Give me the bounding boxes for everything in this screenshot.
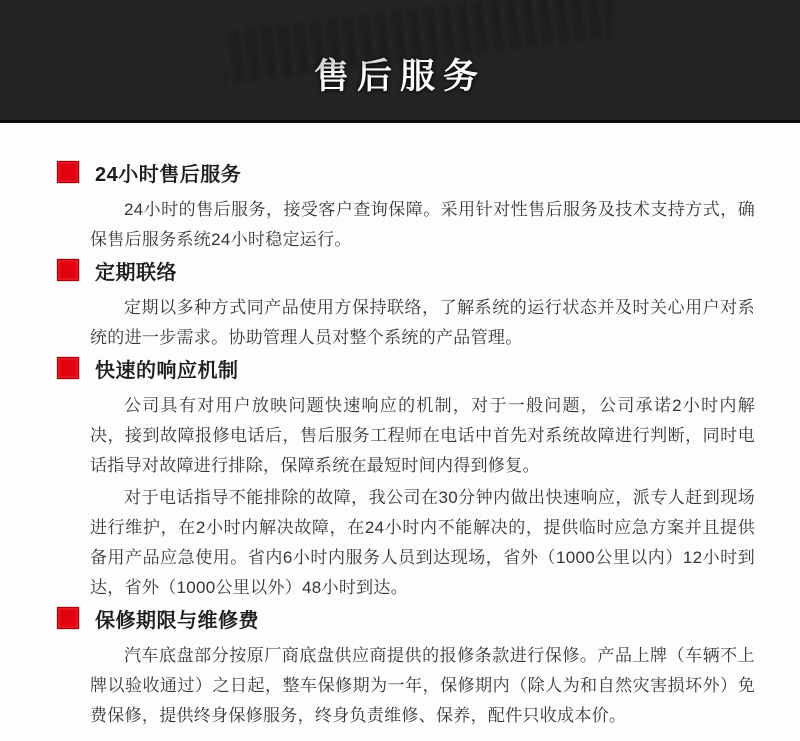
section-header bbox=[57, 355, 755, 381]
section-warranty bbox=[57, 605, 755, 731]
section-fast-response bbox=[57, 355, 755, 603]
red-square-bullet-icon bbox=[57, 607, 79, 629]
section-heading: 定期联络 bbox=[95, 261, 177, 284]
section-heading: 快速的响应机制 bbox=[95, 359, 239, 382]
section-header bbox=[57, 605, 755, 631]
section-24h-service bbox=[57, 159, 755, 255]
banner bbox=[0, 0, 800, 123]
section-header bbox=[57, 159, 755, 185]
page-title: 售后服务 bbox=[313, 57, 486, 96]
section-paragraph: 24小时的售后服务，接受客户查询保障。采用针对性售后服务及技术支持方式，确保售后服务系统24小时稳定运行。 bbox=[90, 200, 755, 249]
red-square-bullet-icon bbox=[57, 357, 79, 379]
section-header bbox=[57, 257, 755, 283]
section-paragraph: 汽车底盘部分按原厂商底盘供应商提供的报修条款进行保修。产品上牌（车辆不上牌以验收通过）之日起，整车保修期为一年，保修期内（除人为和自然灾害损坏外）免费保修，提供终身保修服务，终身负责维修、保养，配件只收成本价。 bbox=[90, 646, 755, 725]
section-paragraph: 对于电话指导不能排除的故障，我公司在30分钟内做出快速响应，派专人赶到现场进行维护，在2小时内解决故障，在24小时内不能解决的，提供临时应急方案并且提供备用产品应急使用。省内6小时内服务人员到达现场，省外（1000公里以内）12小时到达，省外（1000公里以外）48小时到达。 bbox=[90, 488, 755, 597]
section-heading: 保修期限与维修费 bbox=[95, 609, 259, 632]
section-paragraph: 公司具有对用户放映问题快速响应的机制，对于一般问题，公司承诺2小时内解决，接到故障报修电话后，售后服务工程师在电话中首先对系统故障进行判断，同时电话指导对故障进行排除，保障系统在最短时间内得到修复。 bbox=[90, 396, 755, 475]
section-paragraph: 定期以多种方式同产品使用方保持联络，了解系统的运行状态并及时关心用户对系统的进一步需求。协助管理人员对整个系统的产品管理。 bbox=[90, 298, 755, 347]
section-regular-contact bbox=[57, 257, 755, 353]
red-square-bullet-icon bbox=[57, 259, 79, 281]
section-heading: 24小时售后服务 bbox=[95, 163, 242, 186]
red-square-bullet-icon bbox=[57, 161, 79, 183]
content bbox=[0, 123, 800, 731]
